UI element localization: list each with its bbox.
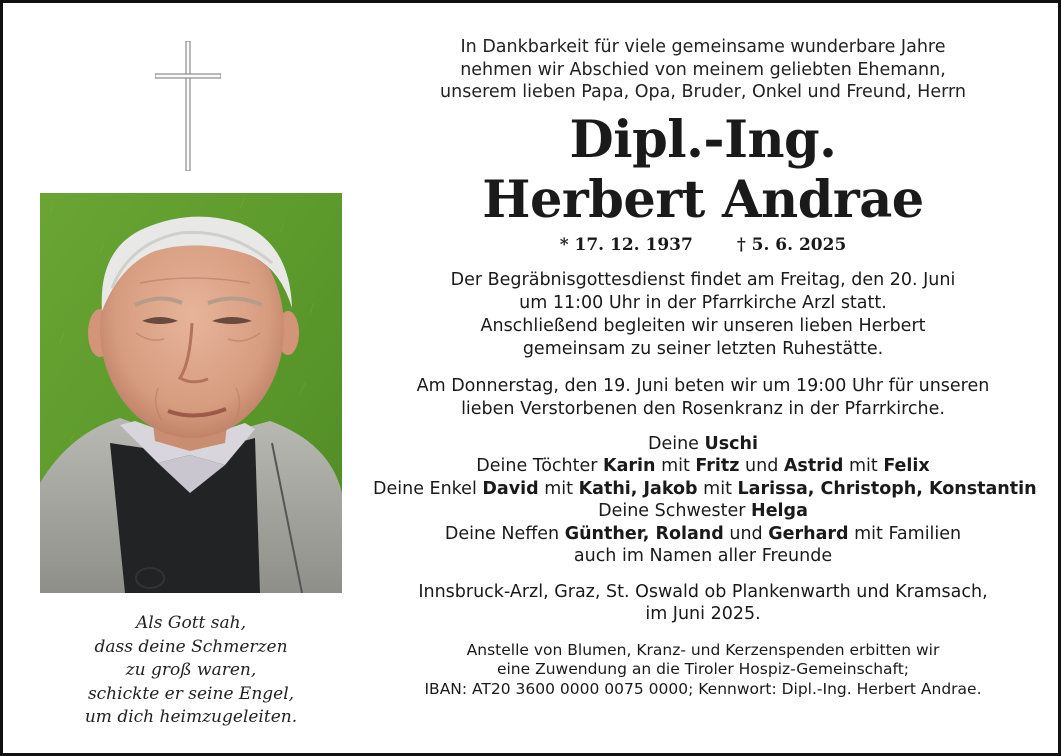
rosary-line: lieben Verstorbenen den Rosenkranz in der Pfarrkirche. [461, 398, 945, 419]
portrait-photo [40, 193, 342, 593]
donation-note [373, 641, 1033, 700]
rosary-line: Am Donnerstag, den 19. Juni beten wir um 19:00 Uhr für unseren [416, 375, 990, 396]
funeral-line: Der Begräbnisgottesdienst findet am Freitag, den 20. Juni [450, 269, 956, 290]
donation-line: eine Zuwendung an die Tiroler Hospiz-Gemeinschaft; [496, 660, 910, 678]
deceased-name: Herbert Andrae [482, 169, 924, 230]
mourners-list [373, 433, 1037, 568]
poem-line: zu groß waren, [125, 660, 257, 680]
mourner-closing: auch im Namen aller Freunde [573, 546, 833, 566]
mourner-daughters: Deine Töchter Karin mit Fritz und Astrid mit Felix [476, 456, 930, 476]
academic-title: Dipl.-Ing. [569, 109, 837, 170]
mourner-sister: Deine Schwester Helga [598, 501, 808, 521]
funeral-line: Anschließend begleiten wir unseren lieben Herbert [480, 315, 926, 336]
cross-icon [155, 41, 221, 171]
funeral-line: gemeinsam zu seiner letzten Ruhestätte. [522, 338, 884, 359]
poem-line: schickte er seine Engel, [87, 683, 295, 704]
death-date: † 5. 6. 2025 [736, 234, 847, 255]
poem-line: dass deine Schmerzen [94, 636, 288, 657]
place-date [373, 581, 1033, 626]
funeral-line: um 11:00 Uhr in der Pfarrkirche Arzl statt. [519, 292, 887, 313]
donation-iban: IBAN: AT20 3600 0000 0075 0000; Kennwort: Dipl.-Ing. Herbert Andrae. [424, 679, 982, 698]
rosary-info [373, 375, 1033, 421]
place-line: Innsbruck-Arzl, Graz, St. Oswald ob Plankenwarth und Kramsach, [418, 581, 988, 602]
intro-line: unserem lieben Papa, Opa, Bruder, Onkel und Freund, Herrn [440, 82, 966, 102]
life-dates [373, 234, 1033, 256]
donation-line: Anstelle von Blumen, Kranz- und Kerzenspenden erbitten wir [466, 640, 940, 659]
funeral-info [373, 269, 1033, 361]
birth-date: * 17. 12. 1937 [559, 234, 693, 255]
intro-line: nehmen wir Abschied von meinem geliebten Ehemann, [460, 59, 946, 80]
mourner-wife: Deine Uschi [647, 433, 758, 454]
mourner-nephews: Deine Neffen Günther, Roland und Gerhard mit Familien [444, 523, 962, 544]
obituary-text [373, 36, 1037, 699]
poem-line: Als Gott sah, [136, 613, 246, 633]
mourner-grandchildren: Deine Enkel David mit Kathi, Jakob mit Larissa, Christoph, Konstantin [373, 478, 1037, 499]
intro-line: In Dankbarkeit für viele gemeinsame wunderbare Jahre [460, 37, 946, 57]
intro-text [373, 36, 1033, 104]
poem [40, 612, 342, 730]
poem-line: um dich heimzugeleiten. [84, 707, 298, 727]
place-line: im Juni 2025. [645, 604, 761, 624]
